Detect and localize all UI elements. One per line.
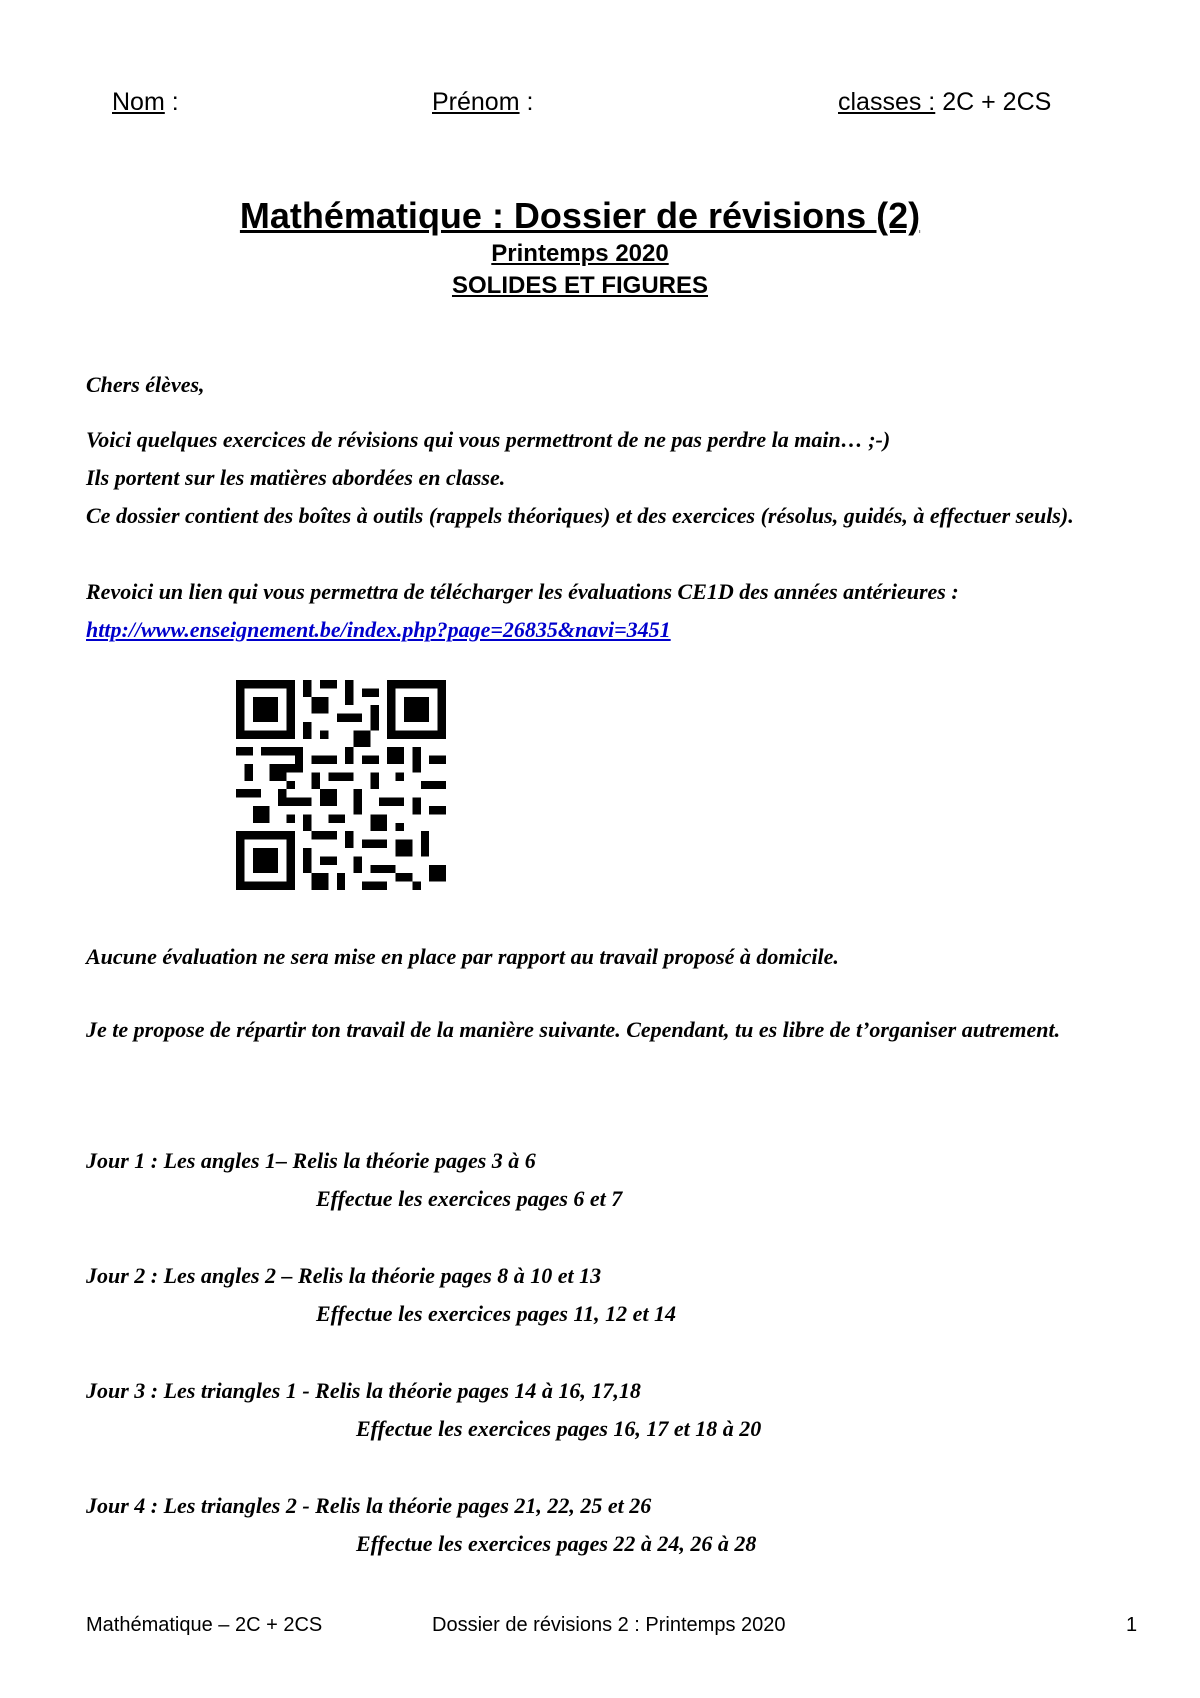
notice-text: Aucune évaluation ne sera mise en place par rapport au travail proposé à domicile.	[86, 944, 839, 969]
ce1d-link[interactable]: http://www.enseignement.be/index.php?page=26835&navi=3451	[86, 617, 671, 642]
nom-label	[112, 88, 179, 117]
page-topic: SOLIDES ET FIGURES	[451, 272, 709, 299]
jour-2-line-2: Effectue les exercices pages 11, 12 et 14	[316, 1301, 677, 1326]
classes-label	[838, 88, 1051, 117]
nom-colon: :	[164, 88, 179, 116]
classes-label-text: classes :	[838, 88, 936, 116]
footer-center: Dossier de révisions 2 : Printemps 2020	[432, 1614, 786, 1636]
page-subtitle: Printemps 2020	[491, 240, 669, 267]
jour-1-line-1: Jour 1 : Les angles 1– Relis la théorie pages 3 à 6	[86, 1148, 536, 1173]
jour-3-line-2: Effectue les exercices pages 16, 17 et 18 à 20	[356, 1416, 762, 1441]
prenom-label	[432, 88, 533, 117]
proposal-text: Je te propose de répartir ton travail de la manière suivante. Cependant, tu es libre de t’organiser autrement.	[86, 1017, 1061, 1042]
jour-2-line-1: Jour 2 : Les angles 2 – Relis la théorie pages 8 à 10 et 13	[86, 1263, 602, 1288]
qr-code-image	[236, 680, 446, 890]
jour-4-line-2: Effectue les exercices pages 22 à 24, 26 à 28	[356, 1531, 757, 1556]
intro-line-4: Revoici un lien qui vous permettra de télécharger les évaluations CE1D des années antérieures :	[86, 579, 959, 604]
classes-value: 2C + 2CS	[935, 88, 1052, 116]
footer-left: Mathématique – 2C + 2CS	[86, 1614, 323, 1636]
intro-line-1: Voici quelques exercices de révisions qui vous permettront de ne pas perdre la main… ;-)	[86, 427, 891, 452]
intro-line-3: Ce dossier contient des boîtes à outils (rappels théoriques) et des exercices (résolus, guidés, à effectuer seuls).	[86, 503, 1074, 528]
page-title: Mathématique : Dossier de révisions (2)	[239, 195, 921, 236]
page-number: 1	[1126, 1614, 1138, 1636]
prenom-label-text: Prénom	[432, 88, 520, 116]
jour-1-line-2: Effectue les exercices pages 6 et 7	[316, 1186, 623, 1211]
nom-label-text: Nom	[112, 88, 165, 116]
intro-line-2: Ils portent sur les matières abordées en classe.	[86, 465, 506, 490]
prenom-colon: :	[519, 88, 534, 116]
ce1d-link-row	[86, 611, 1146, 649]
jour-4-line-1: Jour 4 : Les triangles 2 - Relis la théorie pages 21, 22, 25 et 26	[86, 1493, 652, 1518]
jour-3-line-1: Jour 3 : Les triangles 1 - Relis la théorie pages 14 à 16, 17,18	[86, 1378, 641, 1403]
greeting: Chers élèves,	[86, 372, 205, 397]
